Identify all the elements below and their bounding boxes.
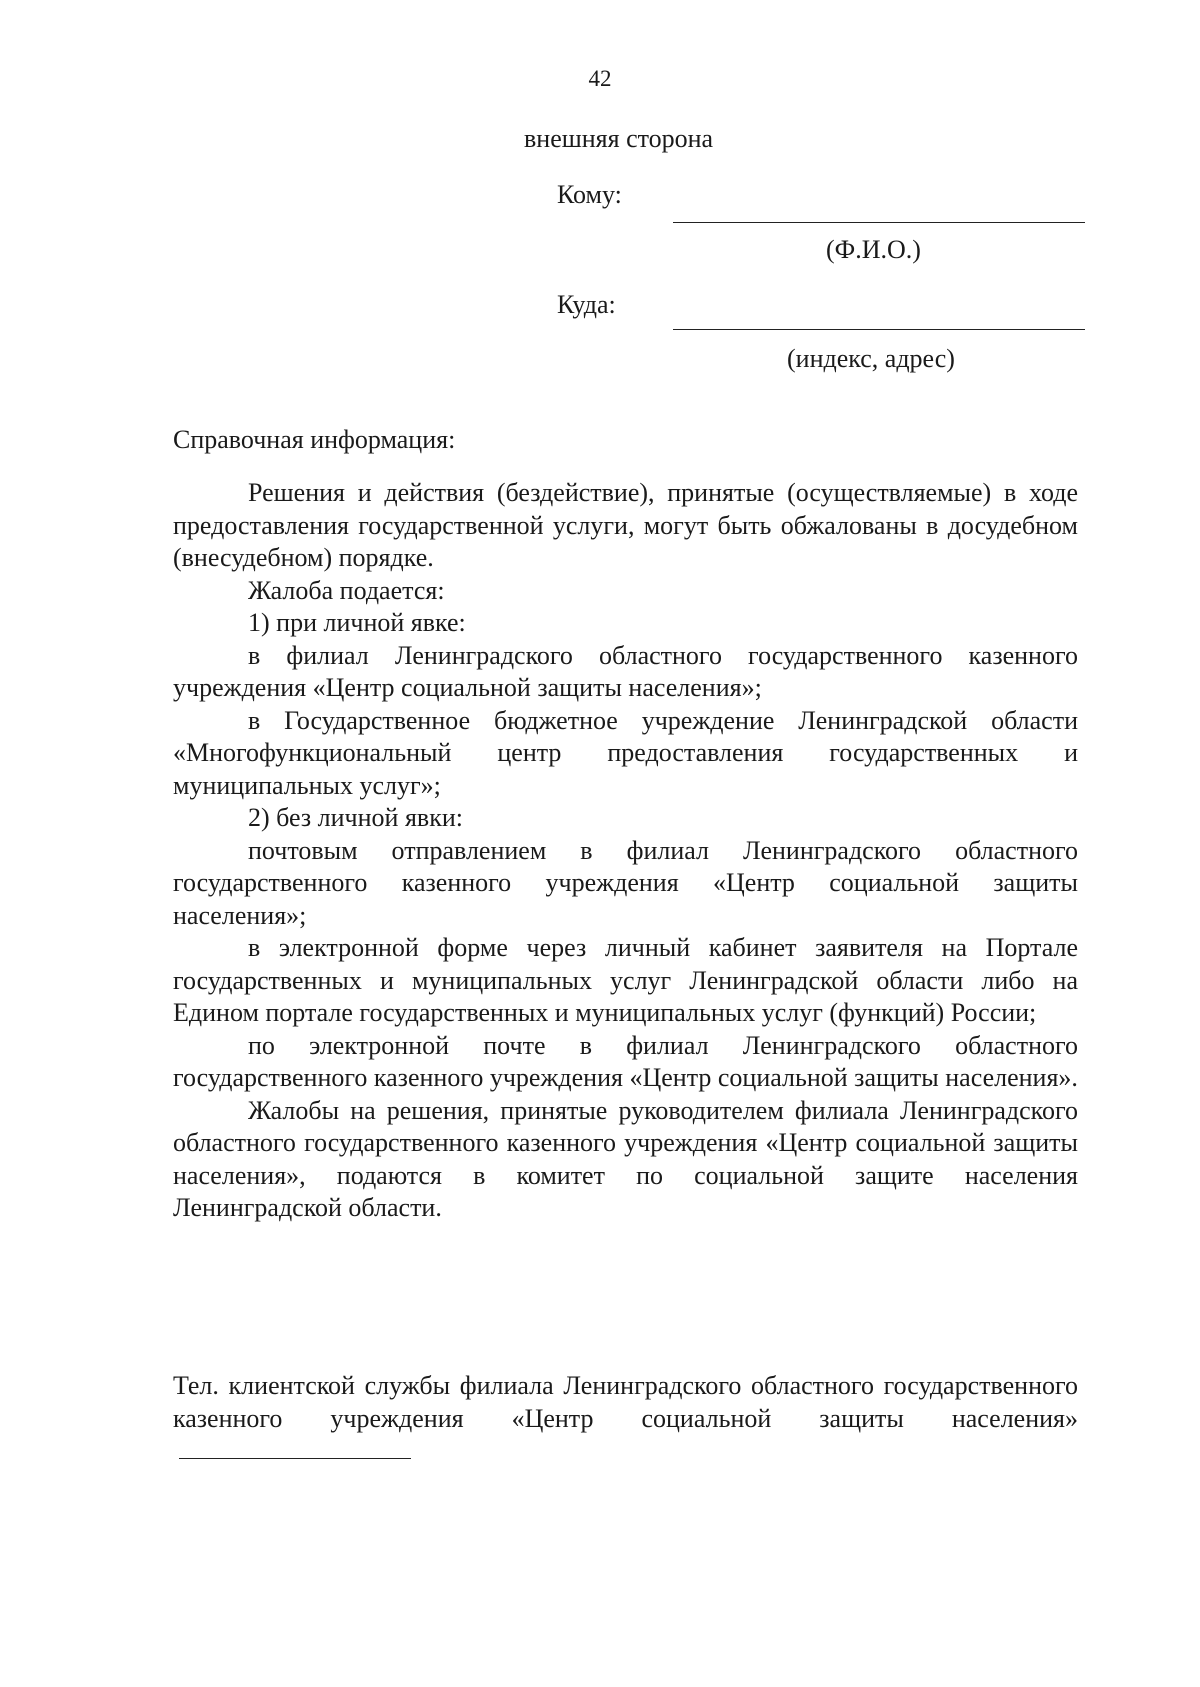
paragraph: в филиал Ленинградского областного государственного казенного учреждения «Центр социальной защиты населения»; [173, 640, 1078, 702]
contact-text: Тел. клиентской службы филиала Ленинградского областного государственного казенного учреждения «Центр социальной защиты населения» [173, 1371, 1078, 1433]
where-hint: (индекс, адрес) [787, 344, 955, 373]
info-heading: Справочная информация: [173, 425, 456, 454]
paragraph: Жалоба подается: [248, 575, 445, 605]
paragraph: в электронной форме через личный кабинет заявителя на Портале государственных и муниципальных услуг Ленинградской области либо на Едином портале государственных и муниципальных услуг (функций) России; [173, 933, 1078, 1027]
paragraph: почтовым отправлением в филиал Ленинградского областного государственного казенного учреждения «Центр социальной защиты населения»; [173, 835, 1078, 930]
paragraph: по электронной почте в филиал Ленинградского областного государственного казенного учреждения «Центр социальной защиты населения». [173, 1030, 1078, 1092]
where-label: Куда: [557, 290, 616, 319]
info-body [173, 477, 1078, 1225]
to-hint: (Ф.И.О.) [826, 235, 921, 264]
to-label: Кому: [557, 180, 622, 209]
paragraph: в Государственное бюджетное учреждение Ленинградской области «Многофункциональный центр предоставления государственных и муниципальных услуг»; [173, 705, 1078, 800]
contact-phone-line [173, 1370, 1078, 1468]
page-number: 42 [588, 66, 612, 91]
to-blank-line [673, 222, 1085, 223]
paragraph: Жалобы на решения, принятые руководителем филиала Ленинградского областного государственного казенного учреждения «Центр социальной защиты населения», подаются в комитет по социальной защите населения Ленинградской области. [173, 1095, 1078, 1222]
where-blank-line [673, 329, 1085, 330]
phone-blank-line [179, 1457, 411, 1459]
envelope-side-label: внешняя сторона [524, 124, 714, 153]
paragraph: Решения и действия (бездействие), принятые (осуществляемые) в ходе предоставления государственной услуги, могут быть обжалованы в досудебном (внесудебном) порядке. [173, 478, 1078, 572]
paragraph: 1) при личной явке: [248, 608, 466, 637]
paragraph: 2) без личной явки: [248, 803, 463, 832]
